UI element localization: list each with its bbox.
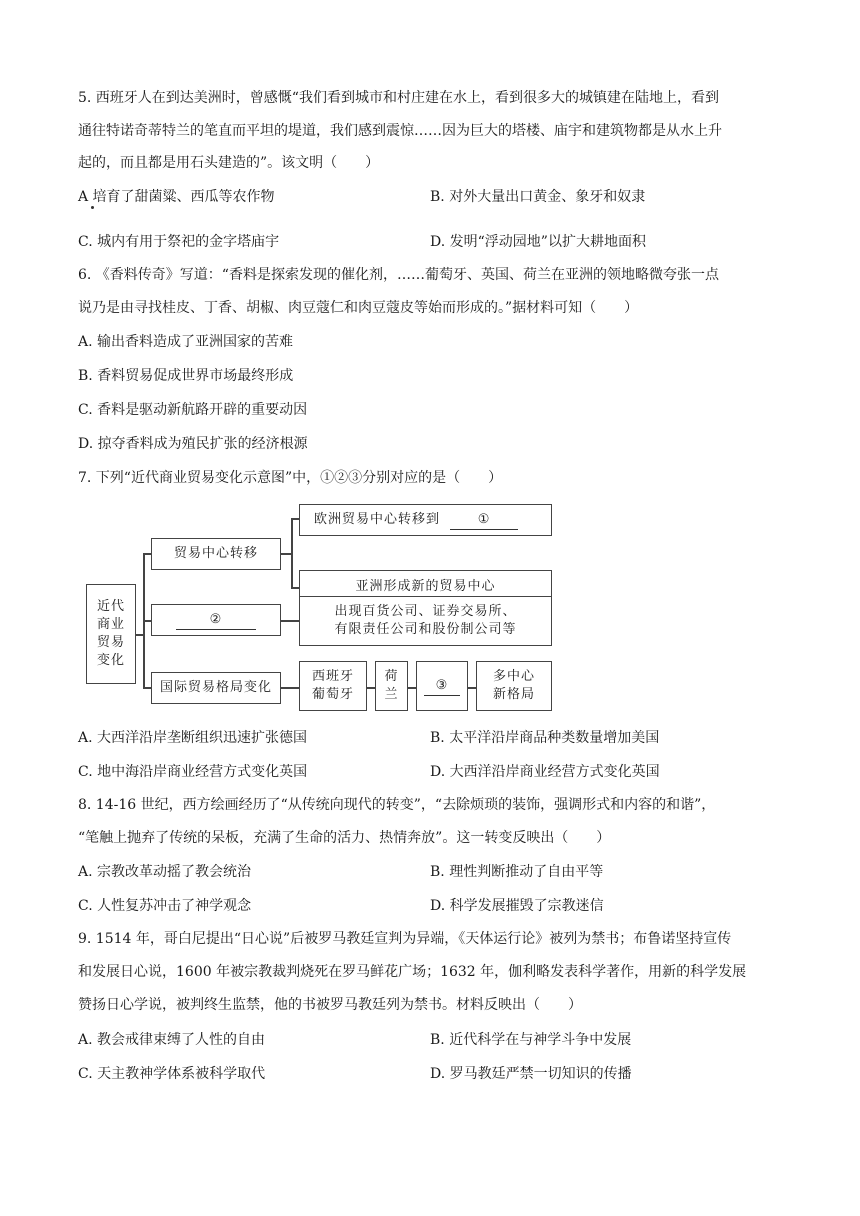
- blank-1: ①: [450, 511, 518, 530]
- seq1-line2: 葡萄牙: [311, 687, 354, 702]
- seq1-line1: 西班牙: [311, 669, 354, 684]
- dot-mark: [91, 206, 94, 209]
- q5-stem-line3: 起的，而且都是用石头建造的”。该文明（ ）: [78, 155, 380, 171]
- q6-option-d[interactable]: D. 掠夺香料成为殖民扩张的经济根源: [78, 436, 308, 452]
- q6-option-b[interactable]: B. 香料贸易促成世界市场最终形成: [78, 368, 294, 384]
- branch1-a-text: 欧洲贸易中心转移到: [314, 512, 441, 527]
- q5-stem-line1: 5. 西班牙人在到达美洲时，曾感慨“我们看到城市和村庄建在水上，看到很多大的城镇建在陆地上，看到: [78, 90, 719, 106]
- q6-stem-line2: 说乃是由寻找桂皮、丁香、胡椒、肉豆蔻仁和肉豆蔻皮等始而形成的。”据材料可知（ ）: [78, 300, 639, 316]
- seq-box-4: [476, 661, 552, 711]
- branch1-label: 贸易中心转移: [173, 546, 258, 561]
- connector-branch2: [143, 620, 151, 622]
- root-text-4: 变化: [96, 653, 125, 668]
- q7-option-d[interactable]: D. 大西洋沿岸商业经营方式变化英国: [430, 764, 660, 780]
- q6-stem-line1: 6. 《香料传奇》写道：“香料是探索发现的催化剂，……葡萄牙、英国、荷兰在亚洲的领地略微夸张一点: [78, 267, 719, 283]
- q9-stem-line2: 和发展日心说，1600 年被宗教裁判烧死在罗马鲜花广场；1632 年，伽利略发表科学著作，用新的科学发展: [78, 964, 747, 980]
- seq2-line1: 荷: [384, 669, 399, 684]
- connector-branch3: [143, 687, 151, 689]
- branch2-connector: [281, 620, 299, 622]
- seq4-line1: 多中心: [492, 669, 535, 684]
- branch1-a-box: [299, 504, 552, 536]
- branch3-label: 国际贸易格局变化: [159, 680, 272, 695]
- root-stub: [136, 634, 143, 636]
- q5-stem-line2: 通往特诺奇蒂特兰的笔直而平坦的堤道，我们感到震惊……因为巨大的塔楼、庙宇和建筑物都是从水上升: [78, 123, 722, 139]
- connector-branch1: [143, 553, 151, 555]
- q9-option-c[interactable]: C. 天主教神学体系被科学取代: [78, 1066, 266, 1082]
- trade-change-diagram: [86, 504, 556, 716]
- branch2-detail-line2: 有限责任公司和股份制公司等: [334, 622, 517, 637]
- seq-arrow-2: [408, 687, 416, 689]
- blank-2: ②: [176, 611, 256, 630]
- branch1-box: [151, 538, 281, 570]
- q8-option-a[interactable]: A. 宗教改革动摇了教会统治: [78, 864, 252, 880]
- root-text-2: 商业: [96, 617, 125, 632]
- blank-3: ③: [424, 677, 460, 696]
- branch3-connector: [281, 687, 299, 689]
- q8-option-c[interactable]: C. 人性复苏冲击了神学观念: [78, 898, 252, 914]
- q7-option-c[interactable]: C. 地中海沿岸商业经营方式变化英国: [78, 764, 308, 780]
- q8-stem-line1: 8. 14-16 世纪，西方绘画经历了“从传统向现代的转变”，“去除烦琐的装饰，强调形式和内容的和谐”，: [78, 797, 716, 813]
- q5-option-c[interactable]: C. 城内有用于祭祀的金字塔庙宇: [78, 234, 280, 250]
- seq4-line2: 新格局: [492, 687, 535, 702]
- seq-box-2: [375, 661, 408, 711]
- branch1-b-text: 亚洲形成新的贸易中心: [355, 579, 496, 594]
- seq-box-1: [299, 661, 367, 711]
- root-text-1: 近代: [96, 599, 125, 614]
- branch2-detail-line1: 出现百货公司、证券交易所、: [334, 604, 517, 619]
- branch1-a-connector: [291, 518, 299, 520]
- q9-option-a[interactable]: A. 教会戒律束缚了人性的自由: [78, 1032, 266, 1048]
- q9-stem-line1: 9. 1514 年，哥白尼提出“日心说”后被罗马教廷宣判为异端，《天体运行论》被列为禁书；布鲁诺坚持宣传: [78, 931, 732, 947]
- q5-option-d[interactable]: D. 发明“浮动园地”以扩大耕地面积: [430, 234, 646, 250]
- q9-option-b[interactable]: B. 近代科学在与神学斗争中发展: [430, 1032, 632, 1048]
- q8-option-d[interactable]: D. 科学发展摧毁了宗教迷信: [430, 898, 604, 914]
- q9-option-d[interactable]: D. 罗马教廷严禁一切知识的传播: [430, 1066, 632, 1082]
- q6-option-a[interactable]: A. 输出香料造成了亚洲国家的苦难: [78, 334, 294, 350]
- q5-option-b[interactable]: B. 对外大量出口黄金、象牙和奴隶: [430, 189, 646, 205]
- branch1-stub: [281, 553, 291, 555]
- q8-stem-line2: “笔触上抛弃了传统的呆板，充满了生命的活力、热情奔放”。这一转变反映出（ ）: [78, 830, 611, 846]
- q9-stem-line3: 赞扬日心学说，被判终生监禁，他的书被罗马教廷列为禁书。材料反映出（ ）: [78, 997, 582, 1013]
- q6-option-c[interactable]: C. 香料是驱动新航路开辟的重要动因: [78, 402, 308, 418]
- seq-arrow-1: [367, 687, 375, 689]
- branch3-box: [151, 672, 281, 704]
- q8-option-b[interactable]: B. 理性判断推动了自由平等: [430, 864, 604, 880]
- root-text-3: 贸易: [96, 635, 125, 650]
- q7-stem-line1: 7. 下列“近代商业贸易变化示意图”中，①②③分别对应的是（ ）: [78, 470, 503, 486]
- branch1-b-connector: [291, 587, 299, 589]
- q5-option-a[interactable]: A 培育了甜菌粱、西瓜等农作物: [78, 189, 275, 205]
- branch1-vertical: [291, 518, 293, 587]
- diagram-root-box: [86, 584, 136, 684]
- branch2-detail-box: [299, 596, 552, 646]
- seq2-line2: 兰: [384, 687, 399, 702]
- branch2-box: [151, 604, 281, 636]
- seq-arrow-3: [468, 687, 476, 689]
- q7-option-a[interactable]: A. 大西洋沿岸垄断组织迅速扩张德国: [78, 730, 308, 746]
- q7-option-b[interactable]: B. 太平洋沿岸商品种类数量增加美国: [430, 730, 660, 746]
- seq-box-3: [416, 661, 468, 711]
